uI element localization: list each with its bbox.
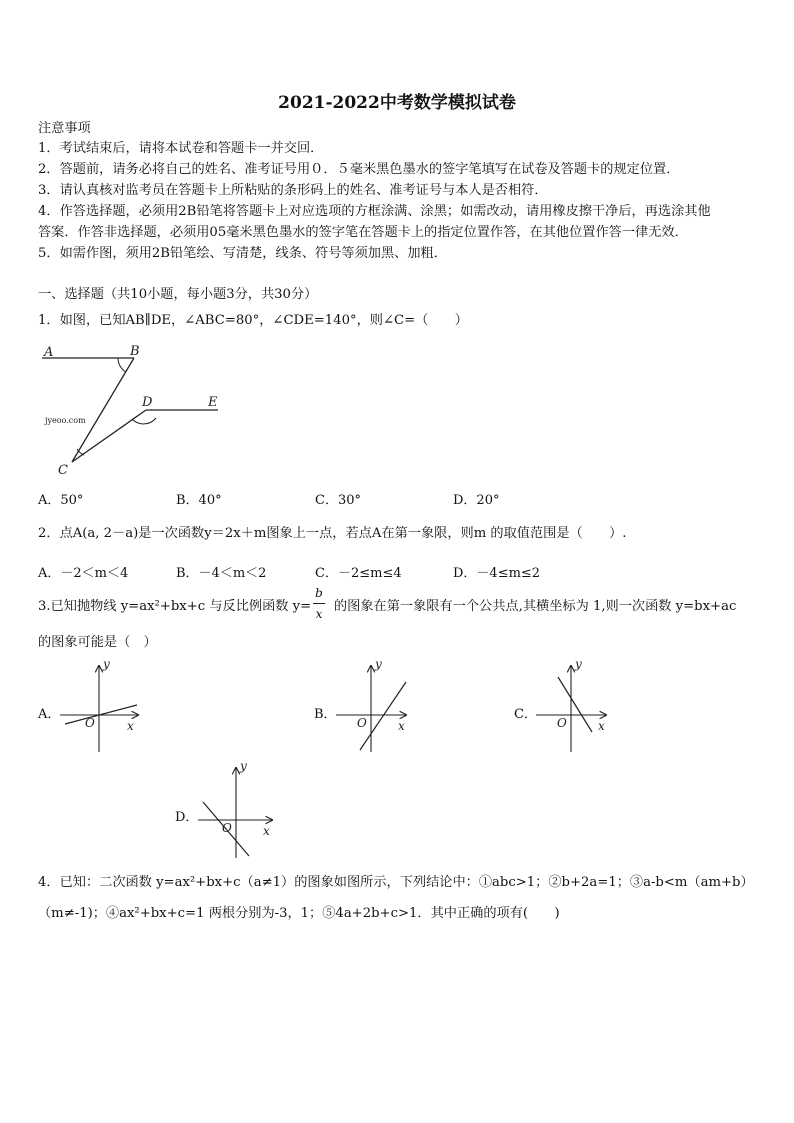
origin-label: O	[85, 716, 95, 730]
notice-item: 3．请认真核对监考员在答题卡上所粘贴的条形码上的姓名、准考证号与本人是否相符．	[38, 183, 548, 198]
point-label-d: D	[142, 395, 153, 410]
question-4-line-1: 4．已知：二次函数 y=ax²+bx+c（a≠1）的图象如图所示，下列结论中：①abc>1；②b+2a=1；③a-b<m（am+b）	[38, 875, 754, 890]
notice-item: 2．答题前，请务必将自己的姓名、准考证号用０．５毫米黑色墨水的签字笔填写在试卷及答题卡的规定位置．	[38, 162, 680, 177]
question-4-line-2: （m≠-1)；④ax²+bx+c=1 两根分别为-3，1；⑤4a+2b+c>1．其中正确的项有( )	[38, 906, 560, 921]
section-heading: 一、选择题（共10小题，每小题3分，共30分）	[38, 287, 318, 302]
point-label-a: A	[44, 345, 54, 360]
x-axis-label: x	[127, 719, 134, 733]
question-2-option-b: B．－4＜m＜2	[176, 566, 267, 581]
x-axis-label: x	[598, 719, 605, 733]
x-axis-label: x	[398, 719, 405, 733]
graph-c	[536, 657, 606, 752]
question-3-stem-b: 的图象在第一象限有一个公共点,其横坐标为 1,则一次函数 y=bx+ac	[334, 599, 737, 614]
question-3-option-c: C．	[514, 707, 537, 722]
question-1-option-c: C．30°	[315, 493, 361, 508]
notice-heading: 注意事项	[38, 121, 91, 136]
x-axis-label: x	[263, 824, 270, 838]
fraction-denominator: x	[315, 607, 323, 621]
y-axis-label: y	[575, 657, 582, 671]
question-3-option-b: B．	[314, 707, 337, 722]
question-1-option-d: D．20°	[453, 493, 500, 508]
notice-item: 1．考试结束后，请将本试卷和答题卡一并交回．	[38, 141, 324, 156]
question-3-option-a: A．	[38, 707, 61, 722]
question-3-option-d: D．	[175, 810, 199, 825]
question-3-stem-a: 3.已知抛物线 y=ax²+bx+c 与反比例函数 y=	[38, 599, 312, 614]
fraction-numerator: b	[315, 586, 323, 600]
question-3-stem-c: 的图象可能是（ ）	[38, 635, 157, 650]
origin-label: O	[557, 716, 567, 730]
question-1-option-a: A．50°	[38, 493, 84, 508]
question-1-option-b: B．40°	[176, 493, 222, 508]
origin-label: O	[357, 716, 367, 730]
origin-label: O	[222, 821, 232, 835]
graph-d	[198, 759, 272, 858]
y-axis-label: y	[103, 657, 110, 671]
question-2-option-d: D．－4≤m≤2	[453, 566, 541, 581]
graph-a	[60, 657, 138, 752]
y-axis-label: y	[375, 657, 382, 671]
watermark: jyeoo.com	[45, 416, 86, 425]
point-label-e: E	[208, 395, 218, 410]
page-title: 2021-2022中考数学模拟试卷	[278, 93, 516, 113]
notice-item: 答案．作答非选择题，必须用05毫米黑色墨水的签字笔在答题卡上的指定位置作答，在其他位置作答一律无效．	[38, 225, 688, 240]
question-2-option-c: C．－2≤m≤4	[315, 566, 402, 581]
notice-item: 5．如需作图，须用2B铅笔绘、写清楚，线条、符号等须加黑、加粗．	[38, 246, 447, 261]
graph-b	[336, 657, 406, 752]
question-2-option-a: A．－2＜m＜4	[38, 566, 129, 581]
y-axis-label: y	[240, 759, 247, 773]
question-1-stem: 1．如图，已知AB∥DE，∠ABC=80°，∠CDE=140°，则∠C=（ ）	[38, 313, 468, 328]
question-2-stem: 2．点A(a, 2－a)是一次函数y＝2x＋m图象上一点，若点A在第一象限，则m 的取值范围是（ ）.	[38, 526, 627, 541]
point-label-c: C	[58, 463, 68, 478]
point-label-b: B	[130, 344, 140, 359]
notice-item: 4．作答选择题，必须用2B铅笔将答题卡上对应选项的方框涂满、涂黑；如需改动，请用橡皮擦干净后，再选涂其他	[38, 204, 711, 219]
